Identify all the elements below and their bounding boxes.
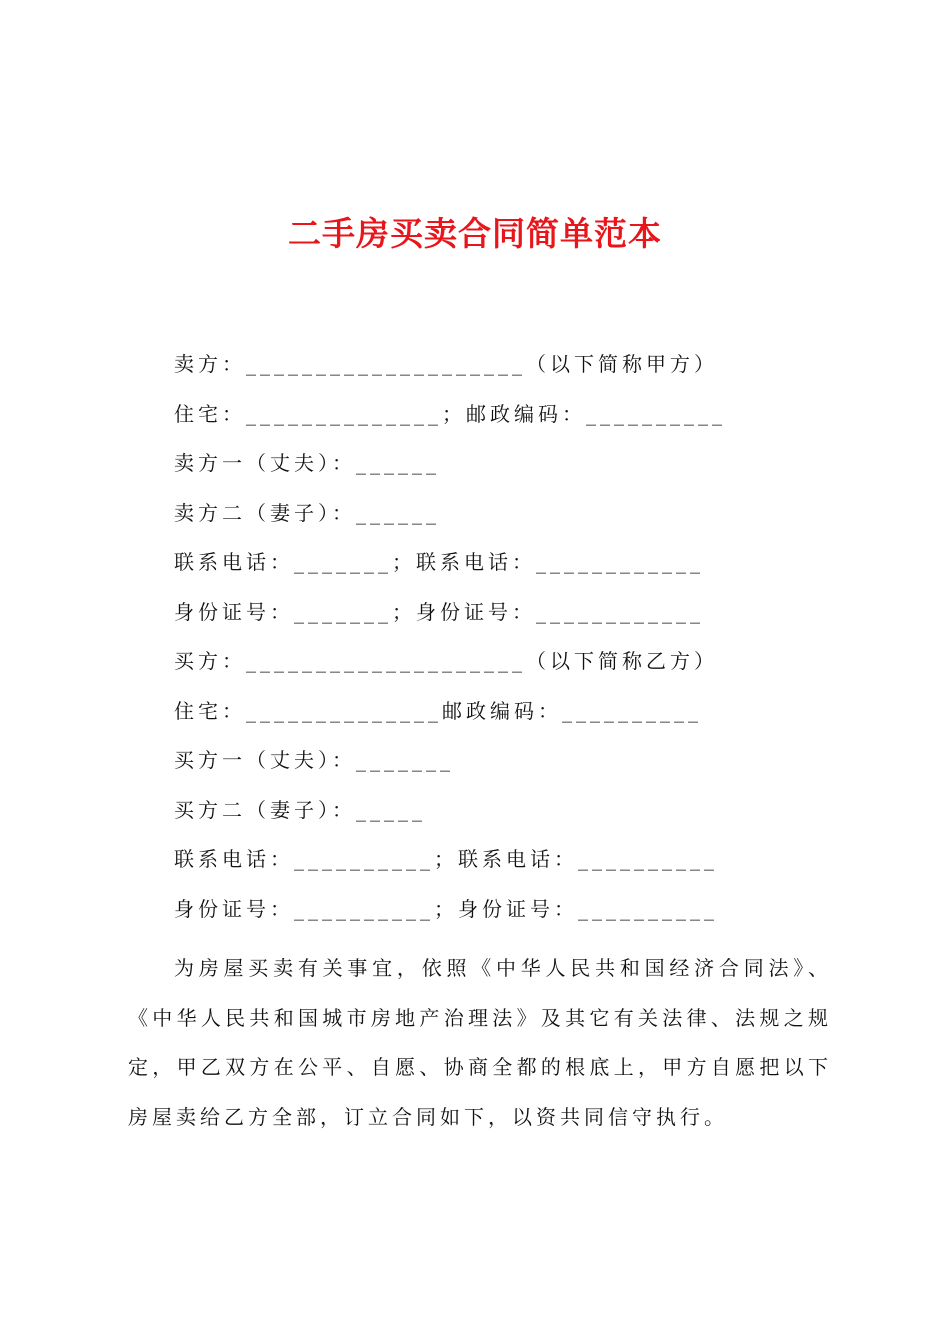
buyer-phone-line: 联系电话：__________；联系电话：__________ [174, 847, 718, 871]
seller-two-line: 卖方二（妻子）：______ [174, 500, 440, 525]
seller-phone-line: 联系电话：_______；联系电话：____________ [174, 550, 704, 574]
seller-one-line: 卖方一（丈夫）：______ [174, 451, 440, 475]
buyer-id-line: 身份证号：__________；身份证号：__________ [174, 896, 718, 921]
buyer-one-line: 买方一（丈夫）：_______ [174, 748, 454, 772]
buyer-two-line: 买方二（妻子）：_____ [174, 797, 426, 822]
seller-address-line: 住宅：______________；邮政编码：__________ [174, 401, 726, 426]
party-info-list [174, 348, 854, 942]
buyer-address-line: 住宅：______________邮政编码：__________ [174, 698, 702, 723]
document-title: 二手房买卖合同简单范本 [288, 214, 662, 253]
contract-intro-paragraph: 为房屋买卖有关事宜，依照《中华人民共和国经济合同法》、《中华人民共和国城市房地产治理法》及其它有关法律、法规之规定，甲乙双方在公平、自愿、协商全都的根底上，甲方自愿把以下房屋卖给乙方全部，订立合同如下，以资共同信守执行。 [128, 956, 832, 1129]
buyer-line: 买方：____________________（以下简称乙方） [174, 649, 718, 673]
seller-id-line: 身份证号：_______；身份证号：____________ [174, 599, 704, 624]
seller-line: 卖方：____________________（以下简称甲方） [174, 352, 718, 376]
